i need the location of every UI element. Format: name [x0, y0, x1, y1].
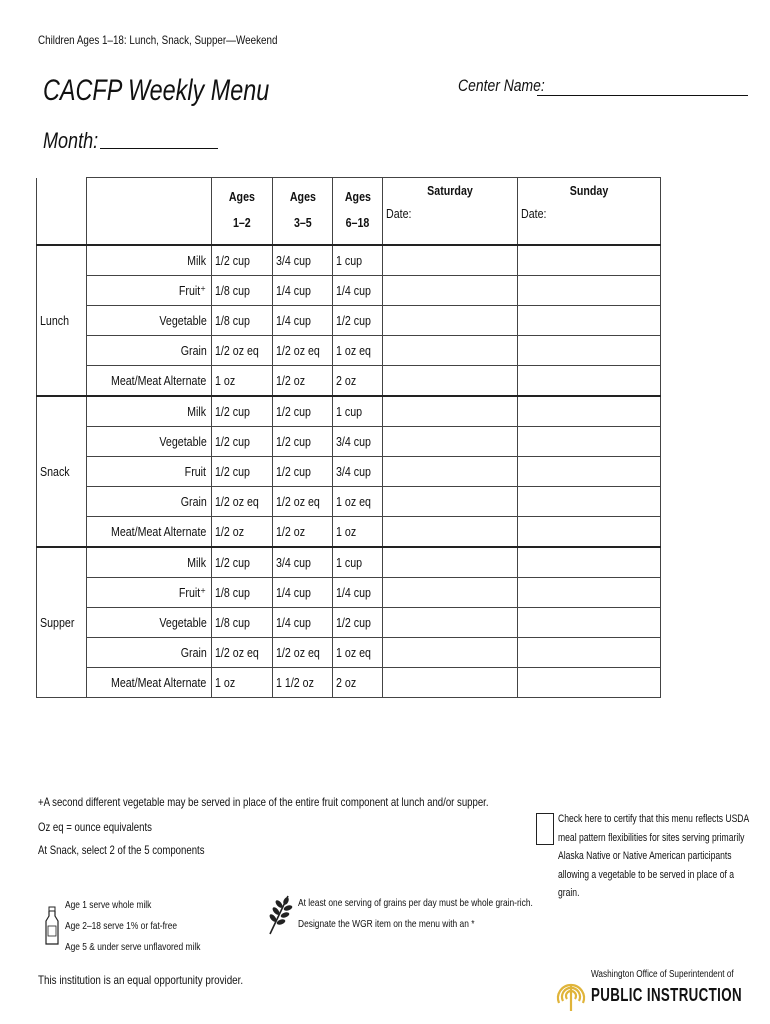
component-label: Milk: [87, 547, 212, 578]
sunday-menu-cell[interactable]: [518, 427, 661, 457]
saturday-menu-cell[interactable]: [383, 336, 518, 366]
portion-cell: 1/2 cup: [212, 547, 273, 578]
equal-opportunity-statement: This institution is an equal opportunity provider.: [38, 973, 244, 987]
portion-cell: 1/2 cup: [333, 306, 383, 336]
logo-line1: Washington Office of Superintendent of: [591, 969, 734, 980]
age-header: Ages 1–2: [212, 178, 273, 246]
component-label: Fruit⁺: [87, 578, 212, 608]
portion-cell: 1/4 cup: [272, 608, 333, 638]
sunday-menu-cell[interactable]: [518, 638, 661, 668]
portion-cell: 1/2 oz eq: [212, 336, 273, 366]
portion-cell: 1 1/2 oz: [272, 668, 333, 698]
menu-table: [36, 177, 661, 698]
component-label: Meat/Meat Alternate: [87, 366, 212, 397]
saturday-menu-cell[interactable]: [383, 457, 518, 487]
grain-note: At least one serving of grains per day must be whole grain-rich.: [298, 897, 533, 909]
component-label: Grain: [87, 638, 212, 668]
component-label: Fruit: [87, 457, 212, 487]
component-label: Grain: [87, 487, 212, 517]
logo-line2: PUBLIC INSTRUCTION: [591, 985, 742, 1005]
portion-cell: 1/8 cup: [212, 306, 273, 336]
sunday-menu-cell[interactable]: [518, 276, 661, 306]
portion-cell: 1/2 cup: [212, 457, 273, 487]
component-label: Fruit⁺: [87, 276, 212, 306]
menu-row: [37, 487, 661, 517]
portion-cell: 1/8 cup: [212, 608, 273, 638]
portion-cell: 1/2 oz: [272, 517, 333, 548]
portion-cell: 2 oz: [333, 668, 383, 698]
sunday-menu-cell[interactable]: [518, 396, 661, 427]
header-blank: [37, 178, 87, 246]
portion-cell: 1 oz eq: [333, 487, 383, 517]
sunday-menu-cell[interactable]: [518, 547, 661, 578]
portion-cell: 1 oz: [212, 668, 273, 698]
menu-row: [37, 638, 661, 668]
meal-label: Lunch: [37, 245, 87, 396]
snack-note: At Snack, select 2 of the 5 components: [38, 843, 205, 857]
portion-cell: 1/8 cup: [212, 276, 273, 306]
saturday-menu-cell[interactable]: [383, 366, 518, 397]
saturday-menu-cell[interactable]: [383, 638, 518, 668]
portion-cell: 1 oz eq: [333, 336, 383, 366]
sunday-menu-cell[interactable]: [518, 517, 661, 548]
sunday-menu-cell[interactable]: [518, 578, 661, 608]
portion-cell: 1/2 oz: [212, 517, 273, 548]
page-subtitle: Children Ages 1–18: Lunch, Snack, Supper—Weekend: [38, 33, 278, 47]
portion-cell: 1/2 cup: [212, 427, 273, 457]
wheat-icon: [264, 892, 294, 936]
meal-label: Snack: [37, 396, 87, 547]
certify-text: Check here to certify that this menu reflects USDA meal pattern flexibilities for sites serving primarily Alaska Native or Native American participants allowing a vegetable to be served in place of a grain.: [558, 813, 749, 899]
component-label: Vegetable: [87, 608, 212, 638]
center-name-label: Center Name:: [458, 76, 545, 95]
menu-row: [37, 457, 661, 487]
saturday-menu-cell[interactable]: [383, 517, 518, 548]
portion-cell: 1 cup: [333, 396, 383, 427]
sunday-menu-cell[interactable]: [518, 457, 661, 487]
portion-cell: 1/2 oz: [272, 366, 333, 397]
portion-cell: 1/4 cup: [272, 578, 333, 608]
page-title: CACFP Weekly Menu: [43, 74, 270, 107]
portion-cell: 3/4 cup: [272, 547, 333, 578]
portion-cell: 1/4 cup: [272, 306, 333, 336]
portion-cell: 1 oz: [333, 517, 383, 548]
saturday-menu-cell[interactable]: [383, 608, 518, 638]
sunday-date[interactable]: Date:: [521, 206, 547, 221]
component-label: Meat/Meat Alternate: [87, 668, 212, 698]
grain-note: Designate the WGR item on the menu with an *: [298, 918, 475, 930]
saturday-menu-cell[interactable]: [383, 396, 518, 427]
component-label: Milk: [87, 245, 212, 276]
component-label: Vegetable: [87, 306, 212, 336]
portion-cell: 1 cup: [333, 547, 383, 578]
portion-cell: 1/4 cup: [333, 276, 383, 306]
portion-cell: 1 oz: [212, 366, 273, 397]
menu-row: [37, 578, 661, 608]
saturday-menu-cell[interactable]: [383, 668, 518, 698]
month-label: Month:: [43, 128, 99, 153]
fruit-substitution-note: +A second different vegetable may be served in place of the entire fruit component at lunch and/or supper.: [38, 795, 489, 809]
portion-cell: 1 cup: [333, 245, 383, 276]
portion-cell: 1/2 oz eq: [212, 638, 273, 668]
certify-checkbox[interactable]: [536, 813, 554, 845]
saturday-menu-cell[interactable]: [383, 547, 518, 578]
menu-row: [37, 336, 661, 366]
portion-cell: 1/2 oz eq: [212, 487, 273, 517]
menu-row: [37, 547, 661, 578]
saturday-menu-cell[interactable]: [383, 578, 518, 608]
saturday-date[interactable]: Date:: [386, 206, 412, 221]
portion-cell: 1/2 cup: [272, 457, 333, 487]
menu-row: [37, 245, 661, 276]
sunday-menu-cell[interactable]: [518, 336, 661, 366]
milk-note: Age 2–18 serve 1% or fat-free: [65, 920, 178, 932]
portion-cell: 1/2 oz eq: [272, 487, 333, 517]
milk-note: Age 1 serve whole milk: [65, 899, 152, 911]
center-name-field[interactable]: [537, 95, 748, 96]
component-label: Meat/Meat Alternate: [87, 517, 212, 548]
menu-row: [37, 396, 661, 427]
oz-eq-note: Oz eq = ounce equivalents: [38, 820, 152, 834]
header-blank: [87, 178, 212, 246]
portion-cell: 1/4 cup: [272, 276, 333, 306]
portion-cell: 1/2 oz eq: [272, 638, 333, 668]
menu-row: [37, 608, 661, 638]
portion-cell: 1/2 cup: [333, 608, 383, 638]
saturday-menu-cell[interactable]: [383, 245, 518, 276]
milk-note: Age 5 & under serve unflavored milk: [65, 941, 201, 953]
component-label: Vegetable: [87, 427, 212, 457]
portion-cell: 1/2 cup: [212, 245, 273, 276]
menu-row: [37, 306, 661, 336]
portion-cell: 3/4 cup: [272, 245, 333, 276]
portion-cell: 1/8 cup: [212, 578, 273, 608]
component-label: Milk: [87, 396, 212, 427]
portion-cell: 3/4 cup: [333, 457, 383, 487]
sunday-header: Sunday Date:: [518, 178, 661, 246]
component-label: Grain: [87, 336, 212, 366]
saturday-menu-cell[interactable]: [383, 306, 518, 336]
sunday-menu-cell[interactable]: [518, 487, 661, 517]
month-field[interactable]: [100, 148, 218, 149]
saturday-menu-cell[interactable]: [383, 276, 518, 306]
portion-cell: 1/4 cup: [333, 578, 383, 608]
portion-cell: 3/4 cup: [333, 427, 383, 457]
sunday-menu-cell[interactable]: [518, 245, 661, 276]
age-header: Ages 6–18: [333, 178, 383, 246]
menu-row: [37, 366, 661, 397]
menu-row: [37, 668, 661, 698]
portion-cell: 1/2 cup: [272, 427, 333, 457]
sunday-menu-cell[interactable]: [518, 366, 661, 397]
portion-cell: 1/2 oz eq: [272, 336, 333, 366]
saturday-menu-cell[interactable]: [383, 427, 518, 457]
portion-cell: 1 oz eq: [333, 638, 383, 668]
milk-bottle-icon: [44, 906, 60, 946]
menu-row: [37, 276, 661, 306]
sunday-menu-cell[interactable]: [518, 668, 661, 698]
portion-cell: 1/2 cup: [212, 396, 273, 427]
portion-cell: 1/2 cup: [272, 396, 333, 427]
saturday-menu-cell[interactable]: [383, 487, 518, 517]
meal-label: Supper: [37, 547, 87, 698]
sunday-menu-cell[interactable]: [518, 608, 661, 638]
menu-row: [37, 517, 661, 548]
sunday-menu-cell[interactable]: [518, 306, 661, 336]
portion-cell: 2 oz: [333, 366, 383, 397]
saturday-header: Saturday Date:: [383, 178, 518, 246]
menu-row: [37, 427, 661, 457]
ospi-logo-icon: [554, 963, 588, 1013]
age-header: Ages 3–5: [272, 178, 333, 246]
